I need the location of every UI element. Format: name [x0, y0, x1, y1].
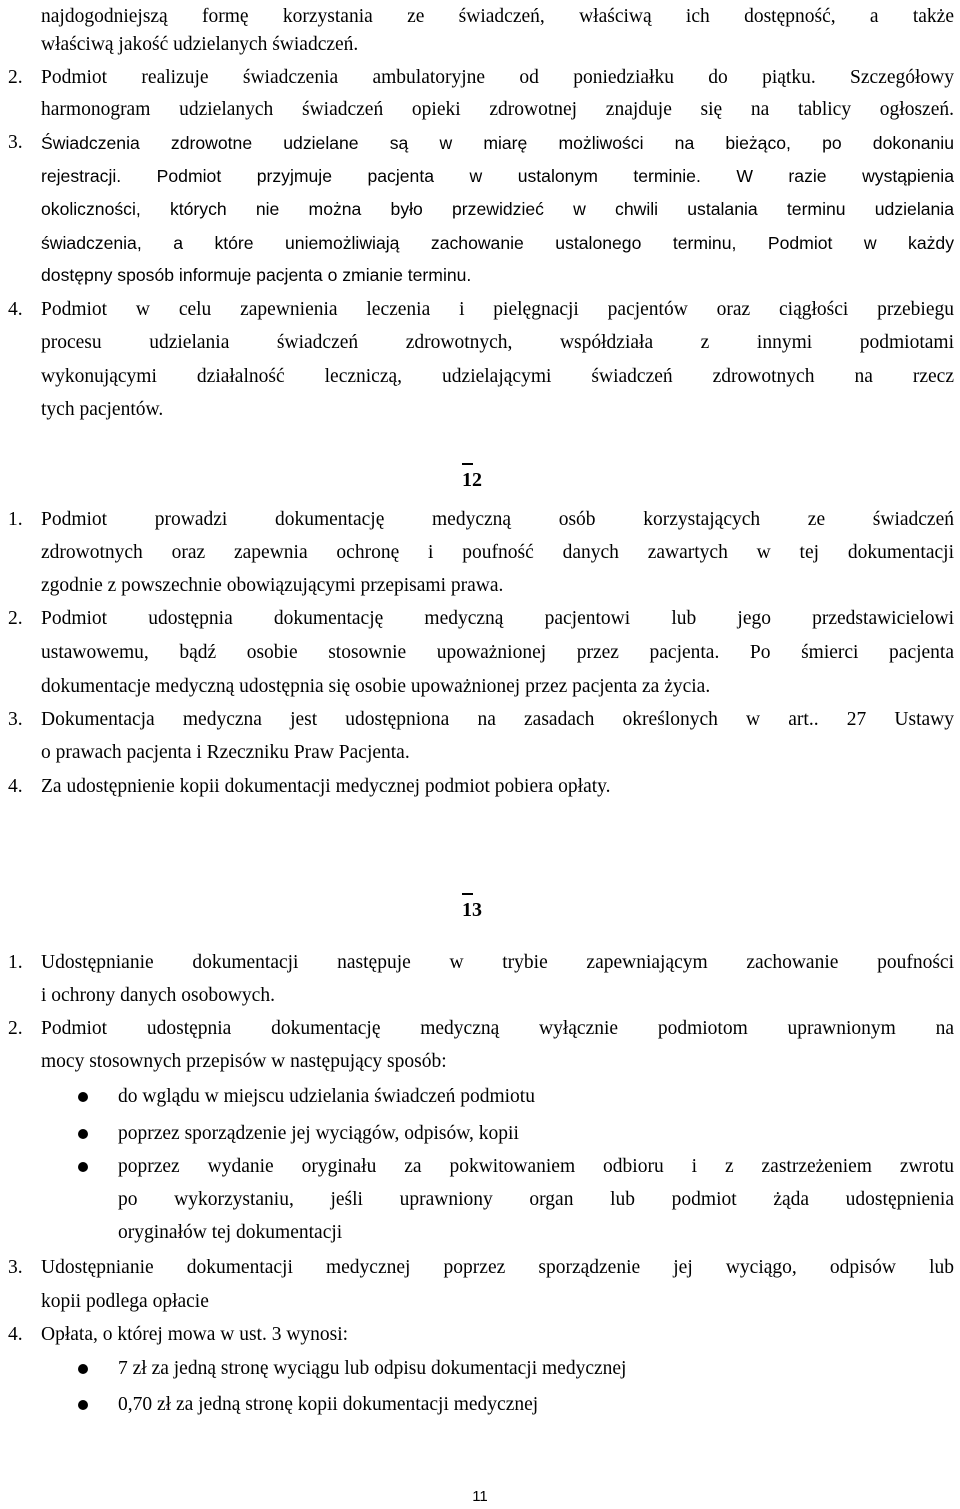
bullet-icon — [78, 1129, 88, 1139]
list-item: 3. Udostępnianie dokumentacji medycznej poprzez sporządzenie jej wyciągo, odpisów lub — [8, 1257, 954, 1278]
paragraph-line: harmonogram udzielanych świadczeń opieki zdrowotnej znajduje się na tablicy ogłoszeń. — [41, 99, 954, 120]
paragraph-line: oryginałów tej dokumentacji — [118, 1222, 343, 1243]
paragraph-line: kopii podlega opłacie — [41, 1291, 209, 1312]
paragraph-line: i ochrony danych osobowych. — [41, 985, 275, 1006]
bullet-item: 0,70 zł za jedną stronę kopii dokumentacji medycznej — [0, 1388, 960, 1422]
paragraph-line: ustawowemu, bądź osobie stosownie upoważnionej przez pacjenta. Po śmierci pacjenta — [41, 642, 954, 663]
bullet-item: poprzez sporządzenie jej wyciągów, odpisów, kopii — [0, 1117, 960, 1151]
paragraph-line: rejestracji. Podmiot przyjmuje pacjenta w ustalonym terminie. W razie wystąpienia — [41, 166, 954, 186]
list-item: 2. Podmiot udostępnia dokumentację medyczną pacjentowi lub jego przedstawicielowi — [8, 608, 954, 629]
section-heading: 12 — [462, 463, 482, 497]
list-item: 3. Świadczenia zdrowotne udzielane są w miarę możliwości na bieżąco, po dokonaniu — [8, 132, 954, 153]
list-item: 2. Podmiot realizuje świadczenia ambulatoryjne od poniedziałku do piątku. Szczegółowy — [8, 67, 954, 88]
list-item: 2. Podmiot udostępnia dokumentację medyczną wyłącznie podmiotom uprawnionym na — [8, 1018, 954, 1039]
paragraph-line: wykonującymi działalność leczniczą, udzielającymi świadczeń zdrowotnych na rzecz — [41, 366, 954, 387]
paragraph-line: dokumentacje medyczną udostępnia się osobie upoważnionej przez pacjenta za życia. — [41, 676, 711, 697]
page-number: 11 — [472, 1488, 488, 1505]
paragraph-line: okoliczności, których nie można było przewidzieć w chwili ustalania terminu udzielania — [41, 199, 954, 219]
paragraph-line: procesu udzielania świadczeń zdrowotnych, współdziała z innymi podmiotami — [41, 332, 954, 353]
bullet-icon — [78, 1364, 88, 1374]
paragraph-line: tych pacjentów. — [41, 399, 164, 420]
paragraph-line: świadczenia, a które uniemożliwiają zachowanie ustalonego terminu, Podmiot w każdy — [41, 233, 954, 253]
bullet-icon — [78, 1092, 88, 1102]
list-item: 3. Dokumentacja medyczna jest udostępniona na zasadach określonych w art.. 27 Ustawy — [8, 709, 954, 730]
bullet-icon — [78, 1162, 88, 1172]
paragraph-line: zdrowotnych oraz zapewnia ochronę i poufność danych zawartych w tej dokumentacji — [41, 542, 954, 563]
bullet-item: 7 zł za jedną stronę wyciągu lub odpisu dokumentacji medycznej — [0, 1352, 960, 1386]
bullet-item: poprzez wydanie oryginału za pokwitowaniem odbioru i z zastrzeżeniem zwrotu — [0, 1150, 960, 1184]
list-item: 4. Opłata, o której mowa w ust. 3 wynosi: — [8, 1324, 349, 1345]
paragraph-line: o prawach pacjenta i Rzeczniku Praw Pacjenta. — [41, 742, 410, 763]
paragraph-line: właściwą jakość udzielanych świadczeń. — [41, 34, 359, 55]
list-item: 1. Udostępnianie dokumentacji następuje w trybie zapewniającym zachowanie poufności — [8, 952, 954, 973]
bullet-item: do wglądu w miejscu udzielania świadczeń podmiotu — [0, 1080, 960, 1114]
section-heading: 13 — [462, 893, 482, 927]
bullet-icon — [78, 1400, 88, 1410]
list-item: 4. Za udostępnienie kopii dokumentacji medycznej podmiot pobiera opłaty. — [8, 776, 611, 797]
list-item: 4. Podmiot w celu zapewnienia leczenia i pielęgnacji pacjentów oraz ciągłości przebiegu — [8, 299, 954, 320]
paragraph-line: zgodnie z powszechnie obowiązującymi przepisami prawa. — [41, 575, 504, 596]
list-item: 1. Podmiot prowadzi dokumentację medyczną osób korzystających ze świadczeń — [8, 509, 954, 530]
paragraph-line: najdogodniejszą formę korzystania ze świadczeń, właściwą ich dostępność, a także — [41, 6, 954, 27]
paragraph-line: dostępny sposób informuje pacjenta o zmianie terminu. — [41, 265, 472, 285]
paragraph-line: po wykorzystaniu, jeśli uprawniony organ lub podmiot żąda udostępnienia — [118, 1189, 954, 1210]
paragraph-line: mocy stosownych przepisów w następujący sposób: — [41, 1051, 447, 1072]
